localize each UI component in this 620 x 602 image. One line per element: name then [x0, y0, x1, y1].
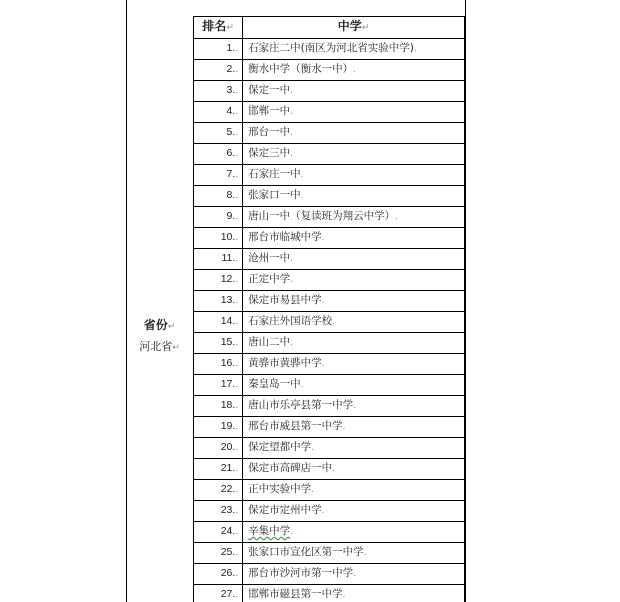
school-cell: [243, 249, 465, 270]
cell-end-mark: .: [235, 569, 239, 579]
school-name: 唐山市乐亭县第一中学: [248, 399, 354, 411]
rank-value: 25.: [220, 546, 236, 558]
table-row: [194, 480, 465, 501]
school-cell: [243, 375, 465, 396]
cell-end-mark: .: [290, 338, 294, 348]
school-name: 石家庄外国语学校: [248, 315, 333, 327]
cell-end-mark: .: [235, 359, 239, 369]
school-cell: [243, 480, 465, 501]
table-row: [194, 333, 465, 354]
school-cell: [243, 459, 465, 480]
rank-cell: [194, 564, 243, 585]
cell-end-mark: .: [235, 338, 239, 348]
cell-end-mark: .: [235, 149, 239, 159]
school-name: 张家口市宣化区第一中学: [248, 546, 364, 558]
rank-cell: [194, 228, 243, 249]
cell-end-mark: .: [311, 485, 315, 495]
rank-cell: [194, 102, 243, 123]
rank-value: 27.: [220, 588, 236, 600]
cell-end-mark: .: [332, 317, 336, 327]
school-name: 唐山一中（复读班为翔云中学）: [248, 210, 396, 222]
paragraph-mark: ↵: [167, 322, 176, 332]
school-name: 保定市高碑店一中: [248, 462, 333, 474]
cell-end-mark: .: [300, 170, 304, 180]
school-name: 正定中学: [248, 273, 291, 285]
table-row: [194, 396, 465, 417]
cell-end-mark: .: [235, 254, 239, 264]
rank-value: 4.: [226, 105, 236, 117]
school-cell: [243, 564, 465, 585]
rank-value: 9.: [226, 210, 236, 222]
province-name: 河北省: [139, 340, 173, 353]
cell-end-mark: .: [290, 107, 294, 117]
school-name: 保定一中: [248, 84, 291, 96]
table-row: [194, 438, 465, 459]
school-name: 邯郸一中: [248, 105, 291, 117]
cell-end-mark: .: [353, 401, 357, 411]
cell-end-mark: .: [413, 44, 417, 54]
school-cell: [243, 228, 465, 249]
rank-value: 22.: [220, 483, 236, 495]
rank-value: 11.: [221, 252, 236, 264]
cell-end-mark: .: [235, 107, 239, 117]
cell-end-mark: .: [321, 233, 325, 243]
cell-end-mark: .: [235, 233, 239, 243]
rank-value: 1.: [226, 42, 236, 54]
school-cell: [243, 333, 465, 354]
cell-end-mark: .: [235, 401, 239, 411]
cell-end-mark: .: [353, 569, 357, 579]
cell-end-mark: .: [363, 548, 367, 558]
cell-end-mark: .: [235, 44, 239, 54]
rank-cell: [194, 354, 243, 375]
rank-value: 16.: [220, 357, 236, 369]
rank-value: 7.: [226, 168, 236, 180]
rank-cell: [194, 144, 243, 165]
cell-end-mark: .: [235, 590, 239, 600]
rank-cell: [194, 207, 243, 228]
table-row: [194, 102, 465, 123]
rank-value: 17.: [220, 378, 236, 390]
rank-value: 21.: [220, 462, 236, 474]
school-name: 保定市易县中学: [248, 294, 322, 306]
rank-cell: [194, 60, 243, 81]
rank-value: 15.: [220, 336, 236, 348]
cell-end-mark: .: [311, 443, 315, 453]
school-name: 辛集中学: [248, 525, 291, 537]
table-row: [194, 270, 465, 291]
cell-end-mark: .: [353, 65, 357, 75]
cell-end-mark: .: [235, 65, 239, 75]
cell-end-mark: .: [235, 128, 239, 138]
province-title: 省份: [143, 318, 168, 332]
cell-end-mark: .: [235, 527, 239, 537]
table-row: [194, 207, 465, 228]
school-name: 正中实验中学: [248, 483, 312, 495]
table-row: [194, 354, 465, 375]
school-cell: [243, 60, 465, 81]
ranking-table: [193, 16, 465, 602]
cell-end-mark: .: [300, 191, 304, 201]
school-header-label: 中学: [337, 19, 362, 33]
province-cell: [126, 316, 193, 358]
rank-value: 10.: [220, 231, 236, 243]
rank-cell: [194, 375, 243, 396]
rank-value: 13.: [220, 294, 236, 306]
rank-value: 8.: [226, 189, 236, 201]
cell-end-mark: .: [290, 128, 294, 138]
school-name: 黄骅市黄骅中学: [248, 357, 322, 369]
rank-cell: [194, 291, 243, 312]
table-row: [194, 144, 465, 165]
cell-end-mark: .: [290, 149, 294, 159]
table-row: [194, 375, 465, 396]
rank-value: 5.: [226, 126, 236, 138]
rank-cell: [194, 585, 243, 602]
rank-value: 14.: [220, 315, 236, 327]
rank-cell: [194, 501, 243, 522]
school-cell: [243, 354, 465, 375]
table-row: [194, 501, 465, 522]
rank-cell: [194, 39, 243, 60]
cell-end-mark: .: [342, 590, 346, 600]
table-row: [194, 228, 465, 249]
school-cell: [243, 123, 465, 144]
rank-cell: [194, 396, 243, 417]
rank-value: 3.: [226, 84, 236, 96]
school-name: 邯郸市磁县第一中学: [248, 588, 343, 600]
school-name: 衡水中学（衡水一中）: [248, 63, 354, 75]
table-row: [194, 459, 465, 480]
cell-end-mark: .: [235, 191, 239, 201]
cell-end-mark: .: [300, 380, 304, 390]
rank-value: 18.: [220, 399, 236, 411]
school-name: 石家庄二中(南区为河北省实验中学): [248, 42, 414, 54]
school-name: 沧州一中: [248, 252, 291, 264]
rank-cell: [194, 123, 243, 144]
cell-end-mark: .: [235, 170, 239, 180]
paragraph-mark: ↵: [172, 343, 180, 353]
province-column: [126, 0, 193, 602]
school-cell: [243, 291, 465, 312]
school-cell: [243, 543, 465, 564]
table-row: [194, 39, 465, 60]
table-row: [194, 249, 465, 270]
school-name: 秦皇岛一中: [248, 378, 301, 390]
school-name: 邢台市临城中学: [248, 231, 322, 243]
table-row: [194, 165, 465, 186]
school-name: 邢台市威县第一中学: [248, 420, 343, 432]
cell-end-mark: .: [235, 212, 239, 222]
table-body: [194, 39, 465, 602]
table-row: [194, 312, 465, 333]
cell-end-mark: .: [235, 464, 239, 474]
cell-end-mark: .: [235, 86, 239, 96]
school-cell: [243, 81, 465, 102]
table-row: [194, 564, 465, 585]
rank-cell: [194, 312, 243, 333]
table-row: [194, 291, 465, 312]
school-name: 保定望都中学: [248, 441, 312, 453]
rank-header-label: 排名: [202, 19, 227, 33]
rank-cell: [194, 270, 243, 291]
rank-value: 26.: [220, 567, 236, 579]
cell-end-mark: .: [290, 254, 294, 264]
cell-end-mark: .: [235, 443, 239, 453]
table-row: [194, 60, 465, 81]
school-cell: [243, 522, 465, 543]
rank-value: 2.: [226, 63, 236, 75]
rank-cell: [194, 522, 243, 543]
school-cell: [243, 501, 465, 522]
rank-cell: [194, 438, 243, 459]
school-cell: [243, 585, 465, 602]
rank-cell: [194, 249, 243, 270]
school-cell: [243, 165, 465, 186]
cell-end-mark: .: [395, 212, 399, 222]
rank-cell: [194, 417, 243, 438]
school-name: 保定市定州中学: [248, 504, 322, 516]
school-cell: [243, 417, 465, 438]
rank-cell: [194, 333, 243, 354]
cell-end-mark: .: [342, 422, 346, 432]
school-cell: [243, 39, 465, 60]
table-header-row: [194, 17, 465, 39]
cell-end-mark: .: [235, 380, 239, 390]
school-cell: [243, 438, 465, 459]
cell-end-mark: .: [235, 506, 239, 516]
school-header: [243, 17, 465, 39]
cell-end-mark: .: [235, 317, 239, 327]
school-name: 张家口一中: [248, 189, 301, 201]
table-row: [194, 417, 465, 438]
school-cell: [243, 396, 465, 417]
rank-value: 12.: [220, 273, 236, 285]
cell-end-mark: .: [321, 296, 325, 306]
paragraph-mark: ↵: [361, 23, 370, 33]
rank-header: [194, 17, 243, 39]
rank-cell: [194, 81, 243, 102]
province-title-line: [126, 316, 193, 337]
school-cell: [243, 102, 465, 123]
cell-end-mark: .: [235, 275, 239, 285]
table-row: [194, 123, 465, 144]
school-cell: [243, 186, 465, 207]
school-cell: [243, 312, 465, 333]
province-name-line: [126, 337, 193, 358]
table-row: [194, 522, 465, 543]
table-right-border: [465, 0, 466, 602]
cell-end-mark: .: [321, 506, 325, 516]
cell-end-mark: .: [235, 422, 239, 432]
table-row: [194, 186, 465, 207]
rank-value: 20.: [220, 441, 236, 453]
rank-cell: [194, 480, 243, 501]
cell-end-mark: .: [290, 527, 294, 537]
cell-end-mark: .: [235, 485, 239, 495]
school-name: 唐山二中: [248, 336, 291, 348]
rank-value: 6.: [226, 147, 236, 159]
cell-end-mark: .: [235, 548, 239, 558]
school-cell: [243, 144, 465, 165]
cell-end-mark: .: [321, 359, 325, 369]
school-name: 保定三中: [248, 147, 291, 159]
rank-cell: [194, 165, 243, 186]
cell-end-mark: .: [332, 464, 336, 474]
table-row: [194, 543, 465, 564]
rank-cell: [194, 543, 243, 564]
cell-end-mark: .: [290, 86, 294, 96]
paragraph-mark: ↵: [226, 23, 234, 33]
school-name: 邢台市沙河市第一中学: [248, 567, 354, 579]
rank-value: 24.: [220, 525, 236, 537]
cell-end-mark: .: [290, 275, 294, 285]
school-name: 邢台一中: [248, 126, 291, 138]
rank-value: 19.: [220, 420, 236, 432]
school-cell: [243, 270, 465, 291]
school-cell: [243, 207, 465, 228]
rank-value: 23.: [220, 504, 236, 516]
table-row: [194, 81, 465, 102]
rank-cell: [194, 459, 243, 480]
rank-cell: [194, 186, 243, 207]
cell-end-mark: .: [235, 296, 239, 306]
table-row: [194, 585, 465, 602]
school-name: 石家庄一中: [248, 168, 301, 180]
